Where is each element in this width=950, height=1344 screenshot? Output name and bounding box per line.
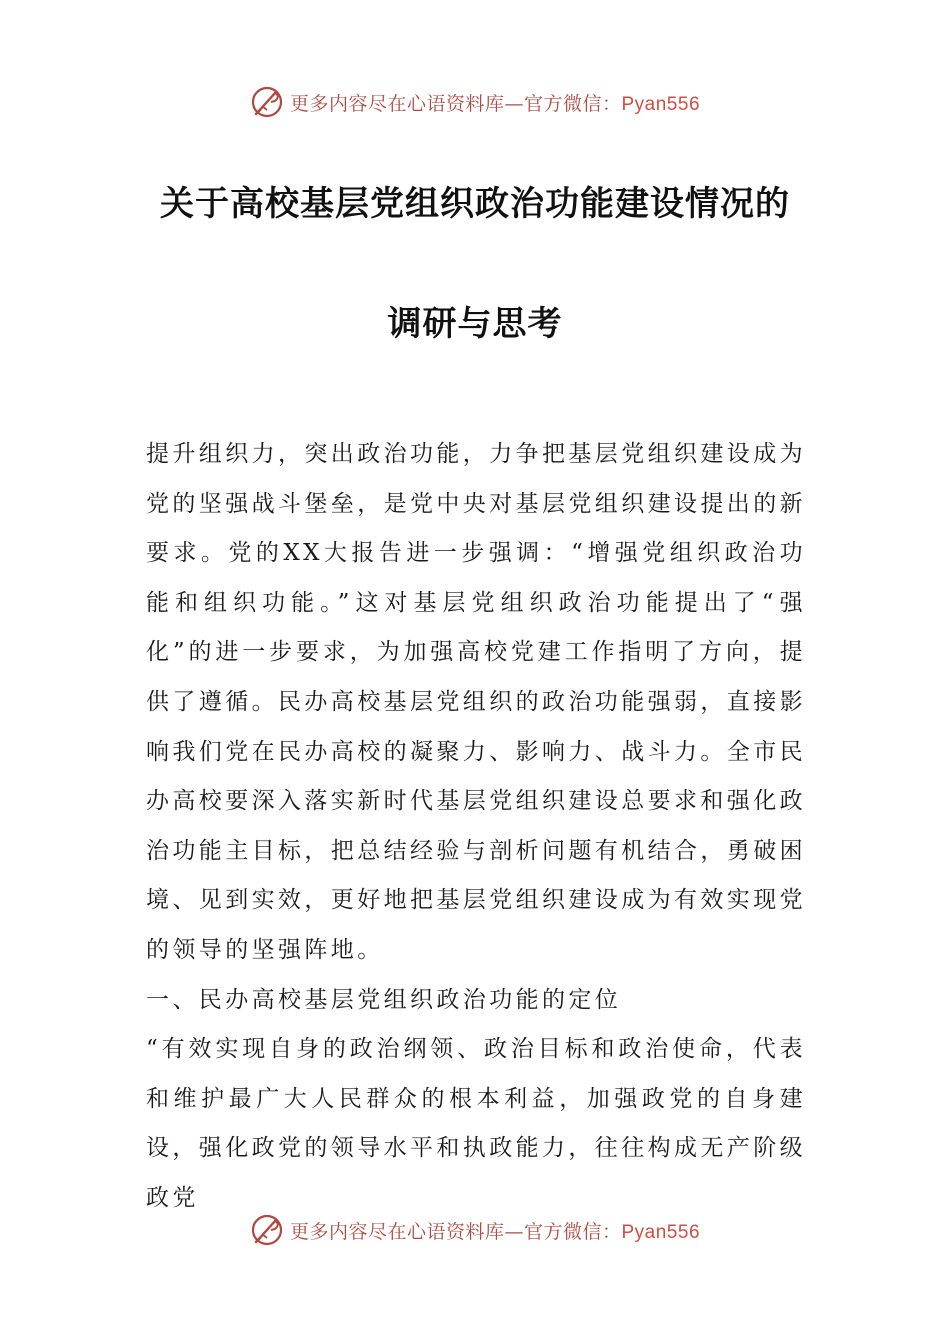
watermark-text — [290, 89, 700, 116]
watermark-contact-label: 官方微信： — [523, 92, 622, 115]
watermark-separator: — — [504, 1220, 524, 1243]
quill-seal-logo-icon — [250, 85, 284, 119]
watermark-separator: — — [504, 92, 524, 115]
document-title-line-2: 调研与思考 — [387, 304, 563, 344]
watermark-handle: Pyan556 — [621, 93, 701, 115]
document-body — [146, 430, 806, 1224]
section-heading: 一、民办高校基层党组织政治功能的定位 — [146, 986, 622, 1013]
intro-paragraph: 提升组织力，突出政治功能，力争把基层党组织建设成为党的坚强战斗堡垒，是党中央对基层党组织建设提出的新要求。党的XX大报告进一步强调：“增强党组织政治功能和组织功能。”这对基层党组织政治功能提出了“强化”的进一步要求，为加强高校党建工作指明了方向，提供了遵循。民办高校基层党组织的政治功能强弱，直接影响我们党在民办高校的凝聚力、影响力、战斗力。全市民办高校要深入落实新时代基层党组织建设总要求和强化政治功能主目标，把总结经验与剖析问题有机结合，勇破困境、见到实效，更好地把基层党组织建设成为有效实现党的领导的坚强阵地。 — [146, 441, 806, 963]
watermark-text — [290, 1217, 700, 1244]
document-title-line-1: 关于高校基层党组织政治功能建设情况的 — [160, 184, 790, 224]
watermark-slogan: 更多内容尽在心语资料库 — [289, 92, 505, 115]
watermark-banner-top — [0, 82, 950, 122]
watermark-handle: Pyan556 — [621, 1221, 701, 1243]
watermark-contact-label: 官方微信： — [523, 1220, 622, 1243]
watermark-slogan: 更多内容尽在心语资料库 — [289, 1220, 505, 1243]
section-paragraph: “有效实现自身的政治纲领、政治目标和政治使命，代表和维护最广大人民群众的根本利益，加强政党的自身建设，强化政党的领导水平和执政能力，往往构成无产阶级政党 — [146, 1036, 806, 1211]
quill-seal-logo-icon — [250, 1213, 284, 1247]
watermark-banner-bottom — [0, 1210, 950, 1250]
